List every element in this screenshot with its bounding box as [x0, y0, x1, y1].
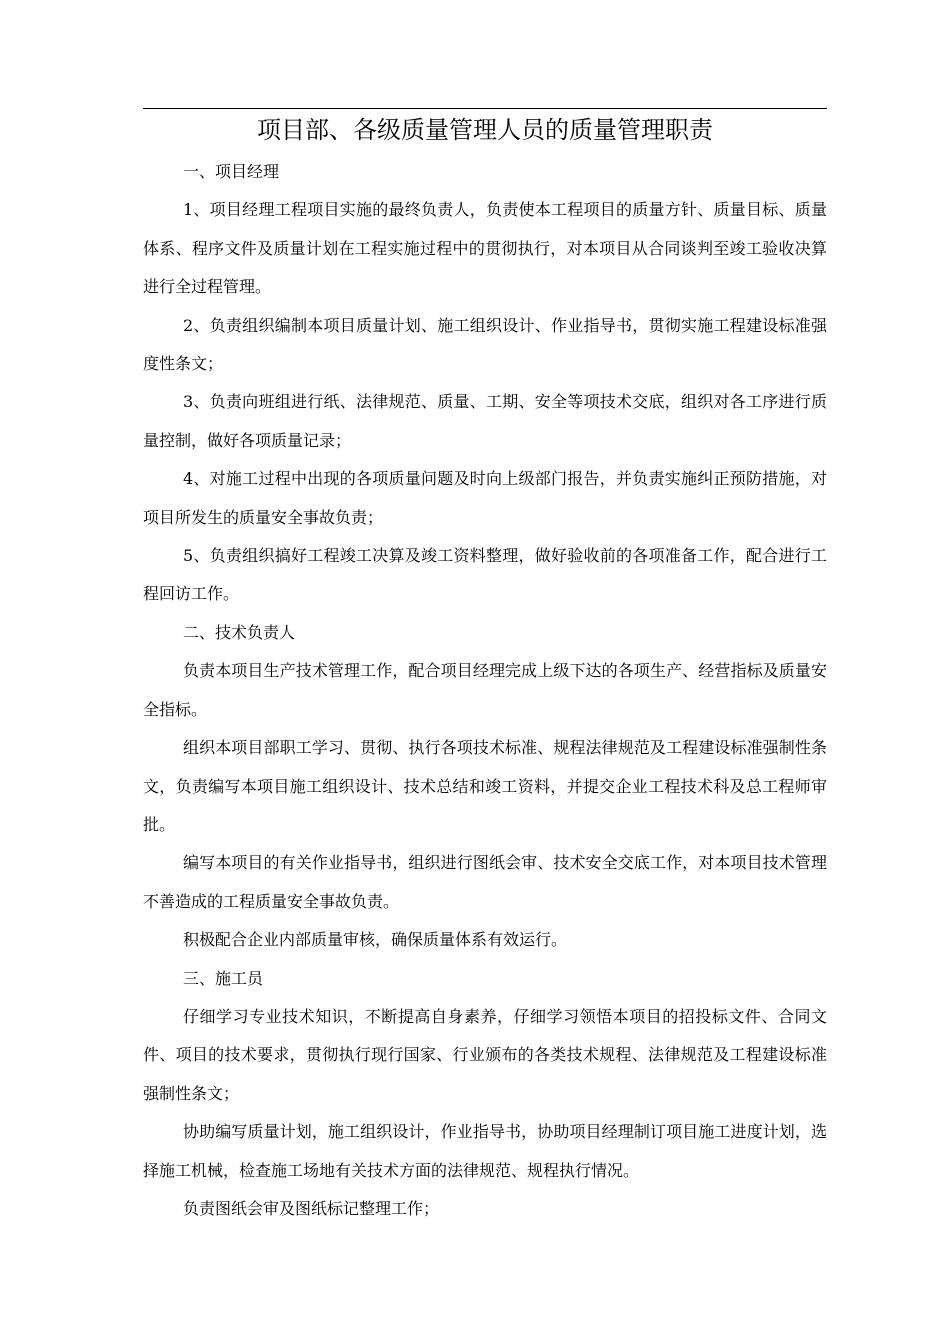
paragraph: 5、负责组织搞好工程竣工决算及竣工资料整理，做好验收前的各项准备工作，配合进行工程回访工作。 [143, 546, 827, 604]
paragraph: 组织本项目部职工学习、贯彻、执行各项技术标准、规程法律规范及工程建设标准强制性条文，负责编写本项目施工组织设计、技术总结和竣工资料，并提交企业工程技术科及总工程师审批。 [143, 738, 827, 834]
section-heading: 一、项目经理 [183, 162, 280, 181]
document-title: 项目部、各级质量管理人员的质量管理职责 [257, 116, 713, 144]
header-rule [143, 108, 827, 109]
paragraph: 2、负责组织编制本项目质量计划、施工组织设计、作业指导书，贯彻实施工程建设标准强度性条文； [143, 315, 827, 374]
section-heading: 三、施工员 [183, 968, 264, 988]
paragraph: 积极配合企业内部质量审核，确保质量体系有效运行。 [183, 930, 568, 950]
paragraph: 1、项目经理工程项目实施的最终负责人，负责使本工程项目的质量方针、质量目标、质量体系、程序文件及质量计划在工程实施过程中的贯彻执行，对本项目从合同谈判至竣工验收决算进行全过程管理。 [143, 200, 827, 297]
paragraph: 仔细学习专业技术知识，不断提高自身素养，仔细学习领悟本项目的招投标文件、合同文件、项目的技术要求，贯彻执行现行国家、行业颁布的各类技术规程、法律规范及工程建设标准强制性条文； [143, 1006, 827, 1103]
paragraph: 负责图纸会审及图纸标记整理工作； [183, 1198, 440, 1218]
paragraph: 协助编写质量计划，施工组织设计，作业指导书，协助项目经理制订项目施工进度计划，选择施工机械，检查施工场地有关技术方面的法律规范、规程执行情况。 [143, 1122, 827, 1180]
document-body [143, 153, 827, 1228]
paragraph: 编写本项目的有关作业指导书，组织进行图纸会审、技术安全交底工作，对本项目技术管理不善造成的工程质量安全事故负责。 [143, 853, 827, 911]
section-heading: 二、技术负责人 [183, 622, 296, 642]
paragraph: 3、负责向班组进行纸、法律规范、质量、工期、安全等项技术交底，组织对各工序进行质量控制，做好各项质量记录； [143, 392, 827, 450]
paragraph: 负责本项目生产技术管理工作，配合项目经理完成上级下达的各项生产、经营指标及质量安全指标。 [143, 661, 827, 719]
paragraph: 4、对施工过程中出现的各项质量问题及时向上级部门报告，并负责实施纠正预防措施，对项目所发生的质量安全事故负责； [143, 469, 827, 527]
